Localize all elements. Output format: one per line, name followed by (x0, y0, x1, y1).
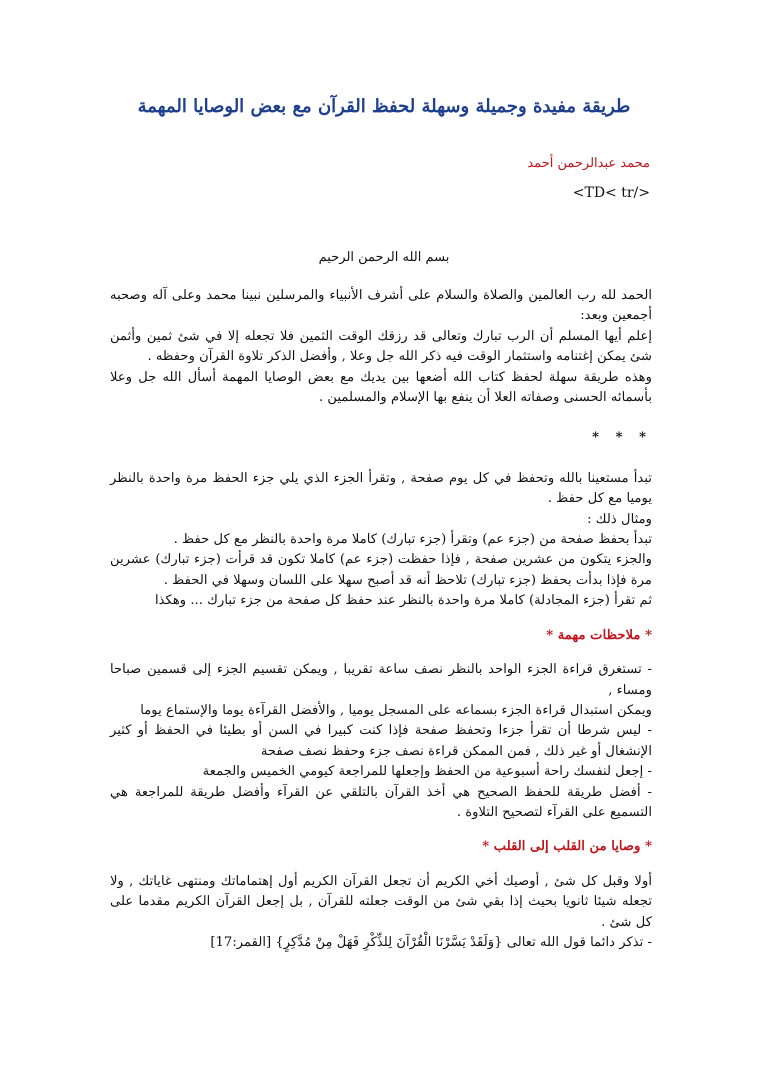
advice-item-2: - تذكر دائما قول الله تعالى {وَلَقَدْ يَسَّرْنَا الْقُرْآنَ لِلذِّكْرِ فَهَلْ مِنْ مُدَّكِرٍ} [القمر:17] (210, 934, 652, 950)
note-item-3: - ليس شرطا أن تقرأ جزءا وتحفظ صفحة فإذا كنت كبيرا في السن أو بطيئا في الحفظ أو كثير الإنشغال أو غير ذلك , فمن الممكن قراءة نصف جزء وحفظ نصف صفحة (110, 723, 652, 759)
notes-heading: * ملاحظات مهمة * (546, 627, 652, 643)
document-title: طريقة مفيدة وجميلة وسهلة لحفظ القرآن مع بعض الوصايا المهمة (137, 96, 631, 117)
note-item-5: - أفضل طريقة للحفظ الصحيح هي أخذ القرآن بالتلقي عن القرآء وأفضل طريقة للمراجعة هي التسميع على القرآء لتصحيح التلاوة . (110, 784, 652, 820)
basmala: بسم الله الرحمن الرحيم (318, 250, 450, 265)
intro-paragraph-3: وهذه طريقة سهلة لحفظ كتاب الله أضعها بين يديك مع بعض الوصايا المهمة أسأل الله جل وعلا بأسمائه الحسنى وصفاته العلا أن ينفع بها الإسلام والمسلمين . (110, 369, 652, 406)
note-item-4: - إجعل لنفسك راحة أسبوعية من الحفظ وإجعلها للمراجعة كيومي الخميس والجمعة (202, 764, 652, 780)
intro-paragraph-2: إعلم أيها المسلم أن الرب تبارك وتعالى قد رزقك الوقت الثمين فلا تجعله إلا في شئ ثمين وأثمن شئ يمكن إغتنامه واستثمار الوقت فيه ذكر الله جل وعلا , وأفضل الذكر تلاوة القرآن وحفظه . (110, 328, 652, 365)
method-paragraph-4: ثم تقرأ (جزء المجادلة) كاملا مرة واحدة بالنظر عند حفظ كل صفحة من جزء تبارك ... وهكذا (154, 593, 652, 609)
method-paragraph-1: تبدأ مستعينا بالله وتحفظ في كل يوم صفحة , وتقرأ الجزء الذي يلي جزء الحفظ مرة واحدة بالنظر يوميا مع كل حفظ . (110, 470, 652, 507)
method-paragraph-3: والجزء يتكون من عشرين صفحة , فإذا حفظت (جزء عم) كاملا تكون قد قرأت (جزء تبارك) عشرين مرة فإذا بدأت بحفظ (جزء تبارك) تلاحظ أنه قد أصبح سهلا على اللسان وسهلا في الحفظ . (110, 552, 652, 588)
method-paragraph-2: تبدأ بحفظ صفحة من (جزء عم) وتقرأ (جزء تبارك) كاملا مرة واحدة بالنظر مع كل حفظ . (173, 532, 652, 548)
stray-markup-text: <TD< tr/> (572, 185, 650, 201)
note-item-1: - تستغرق قراءة الجزء الواحد بالنظر نصف ساعة تقريبا , ويمكن تقسيم الجزء إلى قسمين صباحا ومساء , (110, 662, 652, 698)
note-item-2: ويمكن استبدال قراءة الجزء بسماعه على المسجل يوميا , والأفضل القرآءة يوما والإستماع يوما (140, 702, 652, 718)
advice-heading: * وصايا من القلب إلى القلب * (482, 839, 652, 855)
intro-paragraph-1: الحمد لله رب العالمين والصلاة والسلام على أشرف الأنبياء والمرسلين نبينا محمد وعلى آله وصحبه أجمعين وبعد: (110, 288, 652, 324)
method-example-label: ومثال ذلك : (587, 511, 652, 527)
author-name: محمد عبدالرحمن أحمد (527, 156, 650, 171)
document-body (110, 286, 652, 953)
section-separator: * * * (592, 430, 652, 446)
advice-item-1: أولا وقبل كل شئ , أوصيك أخي الكريم أن تجعل القرآن الكريم أول إهتماماتك ومنتهى غاياتك , ولا تجعله شيئا ثانويا بحيث إذا بقي شئ من الوقت جعلته للقرآن , بل إجعل القرآن الكريم مقدما على كل شئ . (110, 873, 652, 930)
